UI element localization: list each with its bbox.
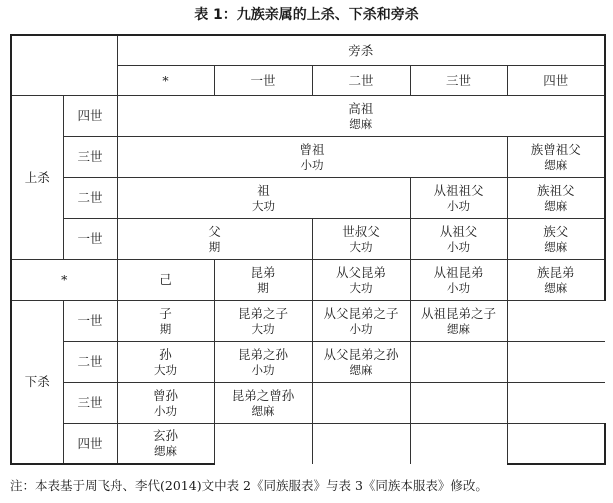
empty-cell [312,423,410,464]
kin-name: 从祖父 [439,223,478,239]
header-col-gen3: 三世 [410,65,507,95]
cell-zu [117,177,410,218]
cell-zengsun [117,382,214,423]
cell-kundi-zhizi [214,300,312,341]
header-col-gen2: 二世 [312,65,410,95]
cell-sun [117,341,214,382]
mourning-grade: 缌麻 [349,362,373,377]
mourning-grade: 期 [208,239,221,254]
kin-name: 从祖昆弟之子 [420,305,496,321]
kin-name: 族祖父 [537,182,575,198]
kin-name: 曾祖 [299,141,325,157]
mourning-grade: 缌麻 [349,116,373,131]
self-star-label: * [11,259,117,300]
gen-label-down2: 二世 [63,341,117,382]
mourning-grade: 小功 [349,321,373,336]
gen-label-up2: 二世 [63,177,117,218]
mourning-grade: 大功 [349,239,373,254]
mourning-grade: 小功 [154,403,177,418]
mourning-grade: 小功 [447,239,470,254]
mourning-grade: 大功 [349,280,373,295]
table-caption: 表 1：九族亲属的上杀、下杀和旁杀 [194,7,419,23]
corner-cell [11,35,117,95]
cell-fu [117,218,312,259]
kin-name: 昆弟之曾孙 [231,387,295,403]
group-shangsha: 上杀 [11,95,63,259]
mourning-grade: 缌麻 [154,444,177,459]
mourning-grade: 大功 [252,198,275,213]
mourning-grade: 期 [159,321,172,336]
header-pangsha: 旁杀 [117,35,605,65]
kinship-mourning-table [10,34,606,465]
kin-name: 玄孙 [152,428,178,444]
empty-cell [507,423,605,464]
cell-congzu-kundi [410,259,507,300]
gen-label-down4: 四世 [63,423,117,464]
cell-zengzu [117,136,507,177]
mourning-grade: 小功 [447,198,470,213]
kin-name: 从父昆弟之子 [323,305,399,321]
kin-name: 昆弟之子 [237,305,288,321]
empty-cell [410,382,507,423]
kin-name: 从父昆弟 [335,264,386,280]
kin-name: 昆弟 [250,264,276,280]
cell-kundi [214,259,312,300]
mourning-grade: 缌麻 [544,280,568,295]
gen-label-up4: 四世 [63,95,117,136]
mourning-grade: 小功 [300,157,324,172]
cell-ji [117,259,214,300]
kin-name: 曾孙 [152,387,178,403]
kin-name: 父 [208,223,221,239]
kin-name: 族父 [543,223,569,239]
cell-zufu [507,218,605,259]
kin-name: 祖 [257,182,270,198]
kin-name: 高祖 [348,100,374,116]
cell-xuansun [117,423,214,464]
mourning-grade: 缌麻 [544,157,568,172]
cell-congzufu [410,218,507,259]
mourning-grade: 小功 [447,280,470,295]
kin-name: 己 [159,272,172,287]
gen-label-down1: 一世 [63,300,117,341]
kin-name: 子 [159,305,172,321]
cell-zi [117,300,214,341]
empty-cell [312,382,410,423]
kin-name: 从父昆弟之孙 [323,346,399,362]
kin-name: 孙 [159,346,172,362]
kin-name: 族昆弟 [537,264,575,280]
cell-congfu-kundi-zhizi [312,300,410,341]
kin-name: 昆弟之孙 [237,346,288,362]
kin-name: 从祖昆弟 [433,264,484,280]
mourning-grade: 小功 [251,362,275,377]
mourning-grade: 缌麻 [251,403,275,418]
kin-name: 族曾祖父 [530,141,581,157]
cell-shishufu [312,218,410,259]
cell-zu-zengzufu [507,136,605,177]
empty-cell [410,341,507,382]
cell-congfu-kundi [312,259,410,300]
empty-cell [507,341,605,382]
gen-label-up3: 三世 [63,136,117,177]
mourning-grade: 缌麻 [447,321,470,336]
group-xiasha: 下杀 [11,300,63,464]
cell-gaozu [117,95,605,136]
cell-kundi-zhisun [214,341,312,382]
header-col-gen4: 四世 [507,65,605,95]
mourning-grade: 缌麻 [544,198,568,213]
mourning-grade: 大功 [251,321,275,336]
header-col-gen1: 一世 [214,65,312,95]
mourning-grade: 缌麻 [544,239,568,254]
cell-zu-zufu [507,177,605,218]
gen-label-up1: 一世 [63,218,117,259]
table-note: 注：本表基于周飞舟、李代(2014)文中表 2《同族服表》与表 3《同族本服表》修改。 [10,478,488,493]
kin-name: 世叔父 [342,223,380,239]
cell-congzu-zufu [410,177,507,218]
empty-cell [410,423,507,464]
mourning-grade: 大功 [154,362,177,377]
mourning-grade: 期 [257,280,269,295]
cell-zu-kundi [507,259,605,300]
empty-cell [507,300,605,341]
kin-name: 从祖祖父 [433,182,484,198]
cell-kundi-zhizengsun [214,382,312,423]
cell-congfu-kundi-zhisun [312,341,410,382]
empty-cell [214,423,312,464]
header-col-star: * [117,65,214,95]
cell-congzu-kundi-zhizi [410,300,507,341]
empty-cell [507,382,605,423]
gen-label-down3: 三世 [63,382,117,423]
